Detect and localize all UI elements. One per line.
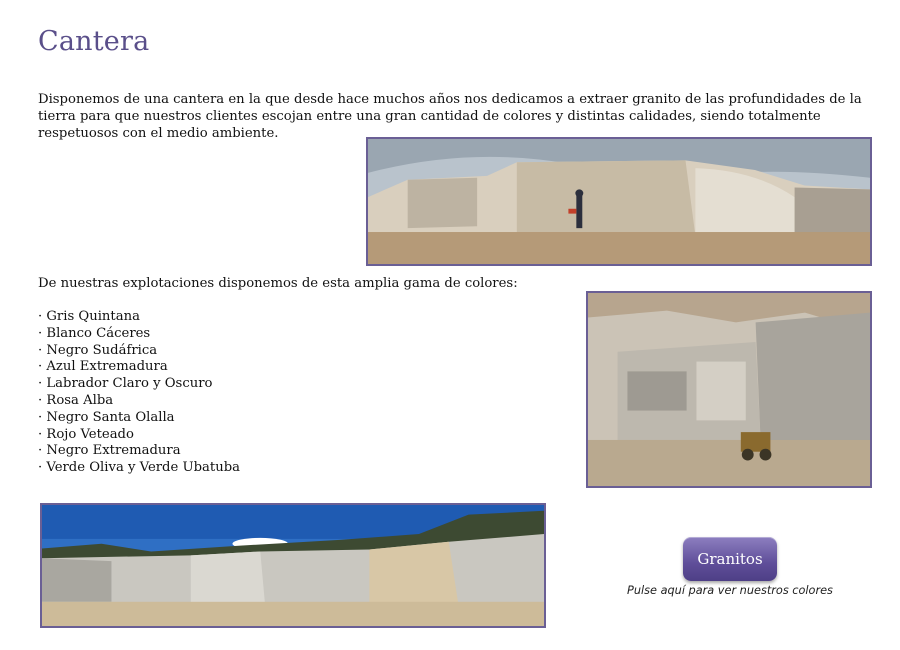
- granite-color-list: [38, 309, 240, 477]
- list-item: · Negro Santa Olalla: [38, 410, 240, 427]
- list-item: · Negro Sudáfrica: [38, 343, 240, 360]
- list-item: · Verde Oliva y Verde Ubatuba: [38, 460, 240, 477]
- quarry-photo-1: [366, 137, 872, 266]
- quarry-photo-3: [40, 503, 546, 628]
- list-item: · Labrador Claro y Oscuro: [38, 376, 240, 393]
- list-item: · Rojo Veteado: [38, 427, 240, 444]
- colors-heading: De nuestras explotaciones disponemos de esta amplia gama de colores:: [38, 276, 518, 291]
- intro-paragraph: Disponemos de una cantera en la que desde hace muchos años nos dedicamos a extraer granito de las profundidades de la tierra para que nuestros clientes escojan entre una gran cantidad de colores y distintas calidades, siendo totalmente respetuosos con el medio ambiente.: [38, 92, 862, 141]
- list-item: · Negro Extremadura: [38, 443, 240, 460]
- quarry-photo-2: [586, 291, 872, 488]
- granitos-button[interactable]: Granitos: [683, 537, 777, 581]
- list-item: · Azul Extremadura: [38, 359, 240, 376]
- page-title: Cantera: [38, 26, 150, 57]
- list-item: · Gris Quintana: [38, 309, 240, 326]
- list-item: · Rosa Alba: [38, 393, 240, 410]
- list-item: · Blanco Cáceres: [38, 326, 240, 343]
- button-hint: Pulse aquí para ver nuestros colores: [627, 584, 833, 597]
